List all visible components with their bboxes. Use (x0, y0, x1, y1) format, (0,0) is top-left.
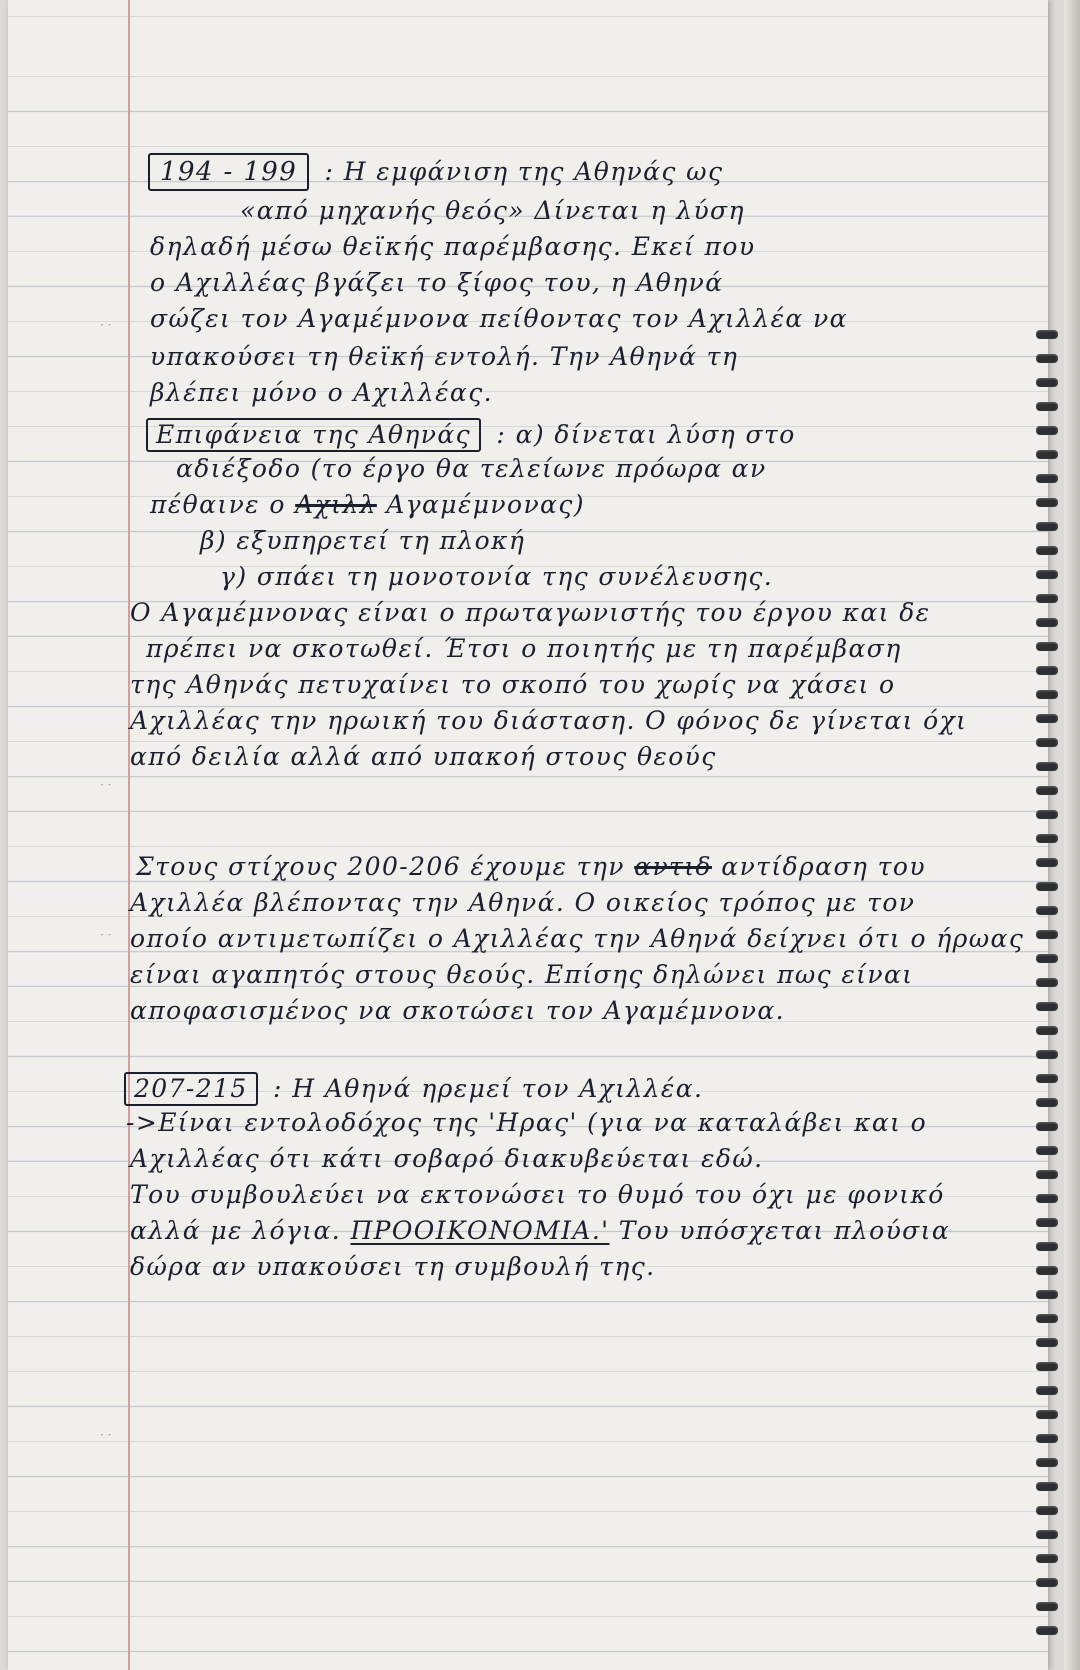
section2-line3-start: πέθαινε ο (150, 490, 286, 519)
section2-line1 (146, 418, 796, 452)
margin-dot: · · (100, 318, 112, 332)
section1-line7: βλέπει μόνο ο Αχιλλέας. (150, 378, 493, 407)
section2-point-c: γ) σπάει τη μονοτονία της συνέλευσης. (220, 562, 774, 591)
section2-line6: Ο Αγαμέμνονας είναι ο πρωταγωνιστής του έργου και δε (130, 598, 931, 627)
section3-line1 (136, 852, 926, 882)
section4-line6: δώρα αν υπακούσει τη συμβουλή της. (130, 1252, 656, 1281)
section3-line5: αποφασισμένος να σκοτώσει τον Αγαμέμνονα. (130, 996, 786, 1025)
section4-line3: Αχιλλέας ότι κάτι σοβαρό διακυβεύεται εδώ. (130, 1144, 764, 1173)
section4-heading: : Η Αθηνά ηρεμεί τον Αχιλλέα. (273, 1074, 704, 1103)
section2-line2: αδιέξοδο (το έργο θα τελείωνε πρόωρα αν (176, 454, 767, 483)
section1-line2: «από μηχανής θεός» Δίνεται η λύση (240, 196, 745, 225)
section4-line1 (124, 1072, 703, 1106)
section2-line9: Αχιλλέας την ηρωική του διάσταση. Ο φόνος δε γίνεται όχι (130, 706, 968, 735)
margin-dot: · · (100, 778, 112, 792)
section4-line4: Του συμβουλεύει να εκτονώσει το θυμό του όχι με φονικό (130, 1180, 945, 1209)
section2-line7: πρέπει να σκοτωθεί. Έτσι ο ποιητής με τη παρέμβαση (146, 634, 902, 663)
section2-line3 (150, 490, 585, 520)
crossed-out-word: Αχιλλ (295, 490, 377, 519)
section1-verse-box: 194 - 199 (148, 153, 309, 191)
section3-line1-start: Στους στίχους 200-206 έχουμε την (136, 852, 625, 881)
section2-line10: από δειλία αλλά από υπακοή στους θεούς (130, 742, 717, 771)
section1-line1 (148, 153, 723, 191)
section1-line4: ο Αχιλλέας βγάζει το ξίφος του, η Αθηνά (150, 268, 724, 297)
section3-line3: οποίο αντιμετωπίζει ο Αχιλλέας την Αθηνά δείχνει ότι ο ήρωας (130, 924, 1025, 953)
section4-verse-box: 207-215 (124, 1072, 258, 1106)
underlined-term: ΠΡΟΟΙΚΟΝΟΜΙΑ.' (350, 1216, 610, 1245)
margin-dot: · · (100, 1428, 112, 1442)
section3-line4: είναι αγαπητός στους θεούς. Επίσης δηλώνει πως είναι (130, 960, 914, 989)
section1-heading: : Η εμφάνιση της Αθηνάς ως (324, 157, 724, 186)
section3-line1-end: αντίδραση του (721, 852, 926, 881)
margin-dot: · · (100, 928, 112, 942)
section4-line5-end: Του υπόσχεται πλούσια (618, 1216, 951, 1245)
section2-heading-box: Επιφάνεια της Αθηνάς (146, 418, 481, 452)
section3-line2: Αχιλλέα βλέποντας την Αθηνά. Ο οικείος τρόπος με τον (130, 888, 916, 917)
section1-line5: σώζει τον Αγαμέμνονα πείθοντας τον Αχιλλέα να (150, 304, 848, 333)
section2-point-a: : α) δίνεται λύση στο (496, 420, 796, 449)
section1-line6: υπακούσει τη θεϊκή εντολή. Την Αθηνά τη (150, 342, 739, 371)
section2-point-b: β) εξυπηρετεί τη πλοκή (200, 526, 526, 555)
section1-line3: δηλαδή μέσω θεϊκής παρέμβασης. Εκεί που (150, 232, 756, 261)
crossed-out-word: αντιδ (634, 852, 712, 881)
section4-line5 (130, 1216, 950, 1246)
section2-line8: της Αθηνάς πετυχαίνει το σκοπό του χωρίς να χάσει ο (130, 670, 896, 699)
section4-line5-start: αλλά με λόγια. (130, 1216, 342, 1245)
section4-line2: ->Είναι εντολοδόχος της 'Ηρας' (για να καταλάβει και ο (126, 1108, 928, 1137)
section2-line3-end: Αγαμέμνονας) (386, 490, 585, 519)
